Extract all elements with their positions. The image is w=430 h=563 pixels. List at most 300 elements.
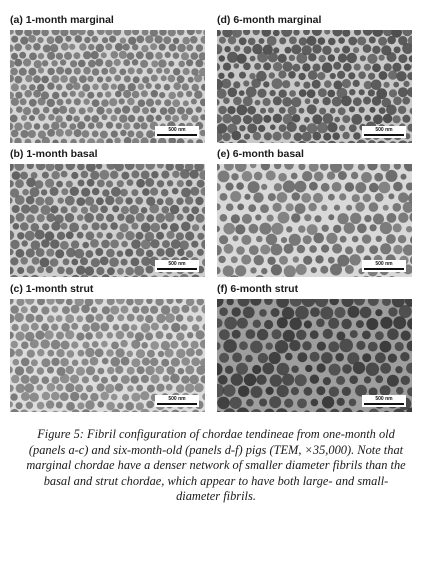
fibril-cross-section (307, 224, 318, 235)
fibril-cross-section (13, 223, 20, 230)
fibril-cross-section (20, 172, 28, 180)
fibril-cross-section (76, 315, 83, 322)
fibril-cross-section (77, 232, 84, 239)
fibril-cross-section (16, 402, 23, 409)
fibril-cross-section (96, 197, 104, 205)
fibril-cross-section (327, 122, 337, 132)
fibril-cross-section (176, 349, 185, 358)
fibril-cross-section (150, 43, 157, 50)
fibril-cross-section (92, 68, 99, 75)
fibril-cross-section (322, 46, 331, 55)
fibril-cross-section (185, 383, 194, 392)
fibril-cross-section (254, 63, 261, 70)
fibril-cross-section (255, 214, 261, 220)
fibril-cross-section (348, 37, 357, 46)
fibril-cross-section (282, 307, 294, 319)
fibril-cross-section (284, 265, 296, 277)
fibril-cross-section (137, 315, 144, 322)
fibril-cross-section (187, 332, 193, 338)
fibril-cross-section (162, 324, 169, 331)
fibril-cross-section (10, 257, 18, 265)
fibril-cross-section (158, 59, 166, 67)
fibril-cross-section (370, 224, 377, 231)
fibril-cross-section (384, 82, 390, 88)
fibril-cross-section (106, 214, 114, 222)
fibril-cross-section (263, 115, 271, 123)
fibril-cross-section (324, 80, 332, 88)
fibril-cross-section (164, 68, 170, 74)
fibril-cross-section (242, 214, 252, 224)
fibril-cross-section (223, 63, 231, 71)
fibril-cross-section (395, 342, 404, 351)
fibril-cross-section (150, 358, 158, 366)
fibril-cross-section (219, 307, 228, 316)
fibril-cross-section (50, 187, 59, 196)
fibril-cross-section (20, 257, 28, 265)
fibril-cross-section (121, 172, 129, 180)
fibril-cross-section (136, 179, 145, 188)
fibril-cross-section (363, 194, 371, 202)
fibril-cross-section (141, 342, 148, 349)
fibril-cross-section (141, 223, 151, 233)
panel-b (10, 146, 205, 277)
fibril-cross-section (165, 349, 174, 358)
fibril-cross-section (101, 341, 108, 348)
fibril-cross-section (110, 240, 119, 249)
fibril-cross-section (169, 44, 177, 52)
fibril-cross-section (376, 236, 382, 242)
fibril-cross-section (56, 67, 64, 75)
fibril-cross-section (60, 241, 69, 250)
fibril-cross-section (364, 64, 371, 71)
fibril-cross-section (303, 256, 312, 265)
fibril-cross-section (146, 214, 154, 222)
fibril-cross-section (117, 250, 124, 257)
fibril-cross-section (85, 197, 94, 206)
fibril-cross-section (133, 76, 140, 83)
fibril-cross-section (196, 214, 205, 223)
fibril-cross-section (38, 114, 45, 121)
fibril-cross-section (380, 243, 391, 254)
fibril-cross-section (302, 63, 310, 71)
fibril-cross-section (80, 393, 88, 401)
fibril-cross-section (34, 123, 41, 130)
fibril-cross-section (97, 401, 104, 408)
fibril-cross-section (401, 376, 410, 385)
tem-micrograph (10, 299, 205, 412)
fibril-cross-section (136, 232, 144, 240)
panel-label: (f) 6-month strut (217, 283, 299, 295)
fibril-cross-section (92, 99, 100, 107)
fibril-cross-section (66, 181, 73, 188)
fibril-cross-section (121, 324, 129, 332)
fibril-cross-section (277, 363, 290, 376)
fibril-cross-section (349, 375, 358, 384)
fibril-cross-section (51, 222, 60, 231)
fibril-cross-section (95, 59, 103, 67)
fibril-cross-section (76, 367, 85, 376)
fibril-cross-section (294, 81, 300, 87)
fibril-cross-section (146, 266, 154, 274)
fibril-cross-section (345, 265, 354, 274)
fibril-cross-section (177, 44, 185, 52)
fibril-cross-section (287, 122, 297, 132)
fibril-cross-section (77, 214, 84, 221)
fibril-cross-section (235, 265, 246, 276)
fibril-cross-section (69, 123, 76, 130)
fibril-cross-section (299, 37, 307, 45)
fibril-cross-section (47, 52, 55, 60)
fibril-cross-section (197, 180, 205, 188)
fibril-cross-section (56, 84, 62, 90)
fibril-cross-section (388, 193, 394, 199)
fibril-cross-section (33, 90, 41, 98)
fibril-cross-section (147, 385, 155, 393)
fibril-cross-section (398, 54, 407, 63)
fibril-cross-section (250, 341, 263, 354)
fibril-cross-section (338, 107, 346, 115)
fibril-cross-section (17, 232, 24, 239)
fibril-cross-section (192, 324, 199, 331)
fibril-cross-section (30, 187, 40, 197)
fibril-cross-section (19, 52, 26, 59)
fibril-cross-section (330, 73, 336, 79)
fibril-cross-section (233, 81, 240, 88)
fibril-cross-section (109, 36, 116, 43)
fibril-cross-section (185, 365, 194, 374)
fibril-cross-section (290, 318, 302, 330)
fibril-cross-section (96, 107, 104, 115)
fibril-cross-section (279, 37, 286, 44)
fibril-cross-section (106, 76, 112, 82)
fibril-cross-section (166, 231, 174, 239)
fibril-cross-section (185, 231, 194, 240)
fibril-cross-section (56, 332, 64, 340)
fibril-cross-section (159, 92, 165, 98)
fibril-cross-section (396, 387, 404, 395)
fibril-cross-section (173, 82, 181, 90)
fibril-cross-section (239, 37, 247, 45)
fibril-cross-section (257, 329, 268, 340)
fibril-cross-section (339, 193, 346, 200)
fibril-cross-section (129, 205, 139, 215)
fibril-cross-section (65, 213, 74, 222)
fibril-cross-section (232, 353, 242, 363)
fibril-cross-section (353, 47, 359, 53)
fibril-cross-section (92, 375, 99, 382)
fibril-cross-section (350, 213, 361, 224)
fibril-cross-section (136, 402, 144, 410)
fibril-cross-section (242, 171, 253, 182)
fibril-cross-section (16, 213, 25, 222)
fibril-cross-section (327, 172, 335, 180)
fibril-cross-section (151, 323, 159, 331)
fibril-cross-section (66, 267, 74, 275)
fibril-cross-section (291, 97, 301, 107)
fibril-cross-section (21, 204, 30, 213)
fibril-cross-section (403, 81, 409, 87)
fibril-cross-section (147, 350, 155, 358)
fibril-cross-section (121, 206, 129, 214)
fibril-cross-section (57, 99, 64, 106)
fibril-cross-section (24, 122, 32, 130)
fibril-cross-section (26, 366, 34, 374)
fibril-cross-section (249, 245, 259, 255)
fibril-cross-section (302, 171, 312, 181)
fibril-cross-section (47, 350, 54, 357)
fibril-cross-section (181, 375, 189, 383)
fibril-cross-section (61, 188, 68, 195)
fibril-cross-section (165, 248, 175, 258)
fibril-cross-section (86, 231, 95, 240)
fibril-cross-section (149, 204, 159, 214)
fibril-cross-section (342, 79, 351, 88)
fibril-cross-section (181, 324, 188, 331)
fibril-cross-section (244, 46, 252, 54)
fibril-cross-section (90, 171, 99, 180)
fibril-cross-section (393, 115, 401, 123)
fibril-cross-section (326, 233, 337, 244)
fibril-cross-section (51, 324, 58, 331)
fibril-cross-section (261, 184, 267, 190)
fibril-cross-section (263, 98, 271, 106)
fibril-cross-section (228, 72, 235, 79)
fibril-cross-section (125, 214, 134, 223)
fibril-cross-section (363, 44, 372, 53)
fibril-cross-section (291, 173, 298, 180)
fibril-cross-section (224, 244, 234, 254)
fibril-cross-section (73, 52, 80, 59)
fibril-cross-section (177, 249, 184, 256)
fibril-cross-section (163, 375, 170, 382)
fibril-cross-section (146, 52, 154, 60)
fibril-cross-section (120, 130, 126, 136)
fibril-cross-section (79, 75, 87, 83)
fibril-cross-section (29, 99, 37, 107)
fibril-cross-section (317, 342, 326, 351)
fibril-cross-section (353, 132, 361, 140)
fibril-cross-section (171, 358, 180, 367)
fibril-cross-section (373, 114, 383, 124)
fibril-cross-section (171, 306, 179, 314)
fibril-cross-section (308, 203, 316, 211)
fibril-cross-section (313, 132, 322, 141)
fibril-cross-section (349, 254, 360, 265)
fibril-cross-section (288, 71, 296, 79)
fibril-cross-section (15, 366, 24, 375)
fibril-cross-section (340, 236, 347, 243)
fibril-cross-section (43, 107, 50, 114)
fibril-cross-section (123, 44, 130, 51)
fibril-cross-section (197, 233, 204, 240)
fibril-cross-section (266, 387, 274, 395)
fibril-cross-section (85, 400, 94, 409)
fibril-cross-section (121, 259, 128, 266)
fibril-cross-section (249, 224, 259, 234)
fibril-cross-section (117, 314, 124, 321)
fibril-cross-section (98, 368, 105, 375)
fibril-cross-section (41, 339, 50, 348)
fibril-cross-section (191, 206, 199, 214)
fibril-cross-section (283, 330, 295, 342)
fibril-cross-section (195, 383, 204, 392)
panel-e (217, 146, 412, 277)
fibril-cross-section (65, 36, 71, 42)
fibril-cross-section (186, 107, 193, 114)
fibril-cross-section (369, 245, 378, 254)
fibril-cross-section (352, 236, 359, 243)
fibril-cross-section (131, 375, 139, 383)
fibril-cross-section (394, 46, 401, 53)
fibril-cross-section (393, 223, 402, 232)
fibril-cross-section (57, 232, 65, 240)
fibril-cross-section (246, 399, 254, 407)
fibril-cross-section (348, 72, 355, 79)
fibril-cross-section (231, 214, 240, 223)
fibril-cross-section (310, 307, 320, 317)
fibril-cross-section (91, 115, 99, 123)
fibril-cross-section (36, 248, 45, 257)
fibril-cross-section (186, 91, 192, 97)
fibril-cross-section (356, 341, 365, 350)
fibril-cross-section (150, 188, 158, 196)
fibril-cross-section (259, 38, 265, 44)
fibril-cross-section (273, 114, 282, 123)
fibril-cross-section (85, 332, 93, 340)
fibril-cross-section (30, 393, 39, 402)
fibril-cross-section (268, 193, 276, 201)
fibril-cross-section (196, 44, 203, 51)
fibril-cross-section (167, 180, 173, 186)
fibril-cross-section (40, 258, 50, 268)
fibril-cross-section (30, 339, 39, 348)
fibril-cross-section (156, 331, 164, 339)
fibril-cross-section (55, 36, 63, 44)
fibril-cross-section (11, 83, 19, 91)
fibril-cross-section (186, 180, 193, 187)
fibril-cross-section (342, 46, 350, 54)
fibril-cross-section (173, 38, 179, 44)
fibril-cross-section (176, 384, 185, 393)
fibril-cross-section (222, 114, 232, 124)
fibril-cross-section (260, 108, 266, 114)
fibril-cross-section (219, 235, 228, 244)
fibril-cross-section (41, 358, 50, 367)
fibril-cross-section (268, 107, 274, 113)
fibril-cross-section (283, 180, 295, 192)
fibril-cross-section (155, 52, 163, 60)
fibril-cross-section (82, 224, 89, 231)
fibril-cross-section (31, 323, 39, 331)
fibril-cross-section (223, 97, 230, 104)
fibril-cross-section (321, 245, 329, 253)
fibril-cross-section (311, 267, 317, 273)
fibril-cross-section (76, 332, 84, 340)
fibril-cross-section (141, 323, 151, 333)
fibril-cross-section (88, 60, 96, 68)
fibril-cross-section (114, 59, 121, 66)
fibril-cross-section (165, 197, 173, 205)
fibril-cross-section (132, 44, 138, 50)
fibril-cross-section (196, 330, 205, 339)
fibril-cross-section (292, 64, 300, 72)
fibril-cross-section (181, 341, 188, 348)
fibril-cross-section (173, 52, 180, 59)
figure-caption: Figure 5: Fibril configuration of chordae tendineae from one-month old (panels a-c) and six-month-old (panels d-f) pigs (TEM, ×35,000). Note that marginal chordae have a denser network of smaller diameter fibrils than the basal and strut chordae, which appear to have both large- and small-diameter fibrils. (26, 427, 406, 503)
fibril-cross-section (37, 402, 45, 410)
fibril-cross-section (100, 257, 109, 266)
fibril-cross-section (173, 68, 180, 75)
fibril-cross-section (97, 92, 103, 98)
fibril-cross-section (37, 349, 44, 356)
fibril-cross-section (82, 376, 89, 383)
fibril-cross-section (349, 89, 355, 95)
panel-d (217, 12, 412, 143)
fibril-cross-section (111, 375, 118, 382)
fibril-cross-section (322, 62, 333, 73)
fibril-cross-section (264, 320, 273, 329)
fibril-cross-section (82, 242, 89, 249)
fibril-cross-section (342, 387, 351, 396)
fibril-cross-section (362, 353, 371, 362)
fibril-cross-section (141, 257, 150, 266)
fibril-cross-section (285, 353, 293, 361)
fibril-cross-section (151, 60, 158, 67)
fibril-cross-section (71, 341, 78, 348)
fibril-cross-section (162, 206, 170, 214)
fibril-cross-section (95, 314, 103, 322)
fibril-cross-section (141, 375, 149, 383)
fibril-cross-section (27, 350, 35, 358)
fibril-cross-section (90, 239, 99, 248)
fibril-cross-section (224, 46, 230, 52)
fibril-cross-section (41, 205, 51, 215)
fibril-cross-section (140, 60, 148, 68)
fibril-cross-section (52, 107, 59, 114)
fibril-cross-section (41, 306, 49, 314)
fibril-cross-section (334, 47, 340, 53)
fibril-cross-section (16, 332, 25, 341)
fibril-cross-section (119, 98, 125, 104)
fibril-cross-section (334, 117, 340, 123)
fibril-cross-section (38, 53, 44, 59)
fibril-cross-section (386, 105, 397, 116)
fibril-cross-section (318, 88, 327, 97)
fibril-cross-section (109, 98, 117, 106)
fibril-cross-section (373, 214, 384, 225)
fibril-cross-section (123, 90, 131, 98)
fibril-cross-section (312, 80, 321, 89)
fibril-cross-section (86, 366, 95, 375)
fibril-cross-section (310, 330, 319, 339)
fibril-cross-section (230, 397, 242, 409)
fibril-cross-section (338, 37, 345, 44)
fibril-cross-section (273, 96, 282, 105)
fibril-cross-section (51, 75, 59, 83)
fibril-cross-section (101, 240, 110, 249)
fibril-cross-section (97, 76, 103, 82)
fibril-cross-section (375, 309, 382, 316)
fibril-cross-section (181, 305, 189, 313)
fibril-cross-section (194, 91, 202, 99)
fibril-cross-section (131, 324, 138, 331)
fibril-cross-section (183, 68, 190, 75)
fibril-cross-section (65, 383, 74, 392)
fibril-cross-section (56, 53, 63, 60)
fibril-cross-section (24, 90, 32, 98)
fibril-cross-section (349, 124, 357, 132)
fibril-cross-section (60, 374, 70, 384)
